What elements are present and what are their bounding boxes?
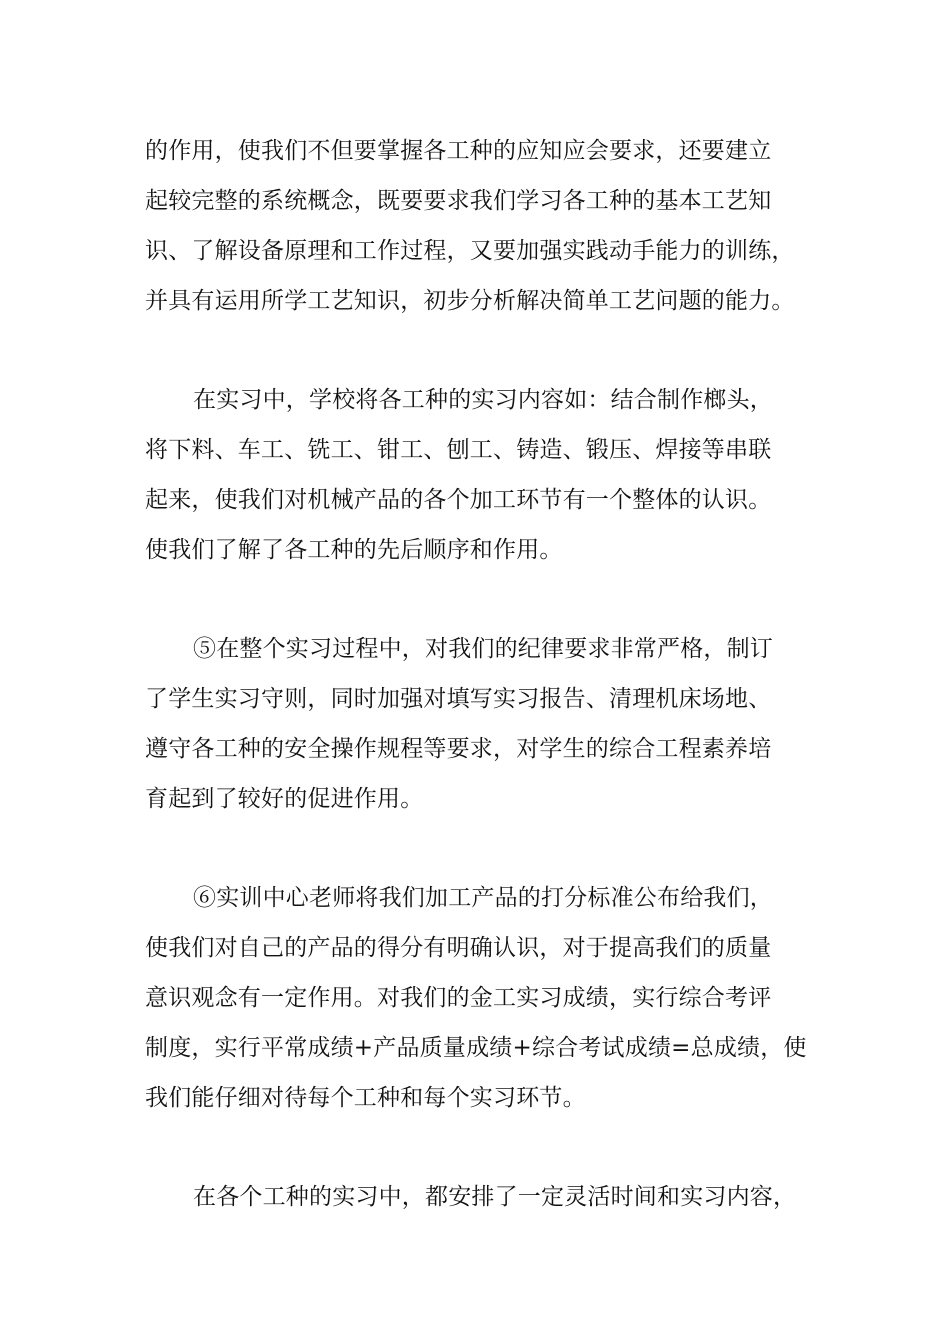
text-line: 识、了解设备原理和工作过程，又要加强实践动手能力的训练， <box>145 238 795 264</box>
text-line: 的作用，使我们不但要掌握各工种的应知应会要求，还要建立 <box>145 138 772 164</box>
text-line: 并具有运用所学工艺知识，初步分析解决简单工艺问题的能力。 <box>145 288 795 314</box>
text-line: 将下料、车工、铣工、钳工、刨工、铸造、锻压、焊接等串联 <box>145 437 772 463</box>
text-line: 在各个工种的实习中，都安排了一定灵活时间和实习内容， <box>193 1184 797 1210</box>
text-line: ⑤在整个实习过程中，对我们的纪律要求非常严格，制订 <box>193 636 773 662</box>
text-line: 育起到了较好的促进作用。 <box>145 786 424 812</box>
paragraph-practice-content <box>145 375 835 575</box>
paragraph-purpose <box>145 126 835 326</box>
paragraph-item-5 <box>145 624 835 824</box>
text-line: 使我们对自己的产品的得分有明确认识，对于提高我们的质量 <box>145 935 772 961</box>
text-line: 使我们了解了各工种的先后顺序和作用。 <box>145 537 563 563</box>
text-line: 制度，实行平常成绩+产品质量成绩+综合考试成绩=总成绩，使 <box>145 1035 807 1061</box>
text-line: 在实习中，学校将各工种的实习内容如：结合制作榔头， <box>193 387 773 413</box>
text-line: 起来，使我们对机械产品的各个加工环节有一个整体的认识。 <box>145 487 772 513</box>
text-line: 我们能仔细对待每个工种和每个实习环节。 <box>145 1085 586 1111</box>
text-line: 起较完整的系统概念，既要要求我们学习各工种的基本工艺知 <box>145 188 772 214</box>
paragraph-flexible-time <box>145 1172 835 1222</box>
text-line: ⑥实训中心老师将我们加工产品的打分标准公布给我们， <box>193 885 773 911</box>
text-line: 意识观念有一定作用。对我们的金工实习成绩，实行综合考评 <box>145 985 772 1011</box>
text-line: 遵守各工种的安全操作规程等要求，对学生的综合工程素养培 <box>145 736 772 762</box>
text-line: 了学生实习守则，同时加强对填写实习报告、清理机床场地、 <box>145 686 772 712</box>
paragraph-item-6 <box>145 873 835 1123</box>
